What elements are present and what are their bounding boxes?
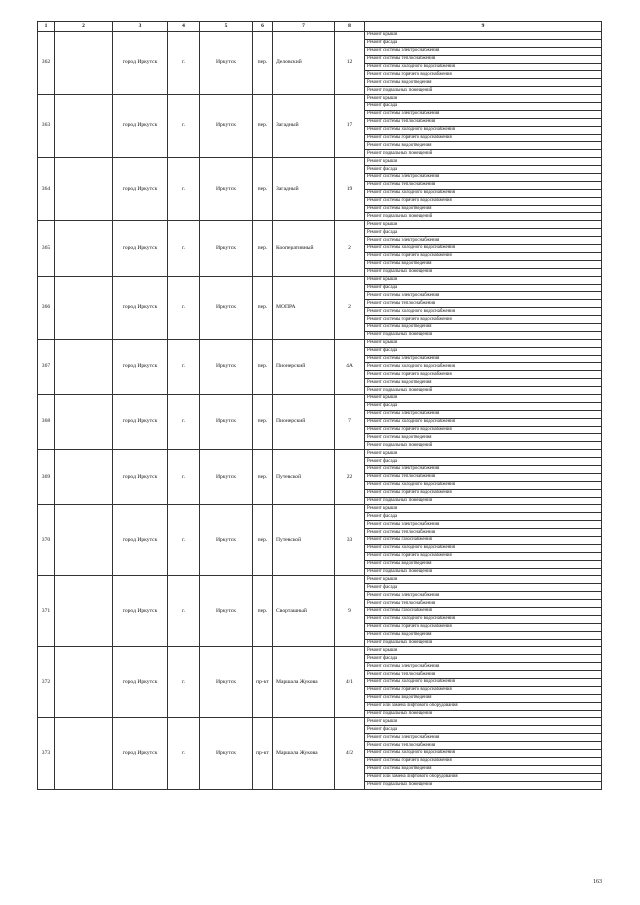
repair-work-item: Ремонт подвальных помещений xyxy=(365,442,602,450)
repair-work-item: Ремонт фасада xyxy=(365,229,602,237)
repair-work-item: Ремонт системы электроснабжения xyxy=(365,47,602,55)
repair-work-item: Ремонт системы холодного водоснабжения xyxy=(365,679,602,687)
repair-work-item: Ремонт системы водоотведения xyxy=(365,765,602,773)
repair-work-item: Ремонт фасада xyxy=(365,458,602,466)
repair-work-item: Ремонт фасада xyxy=(365,584,602,592)
municipality-name: город Иркутск xyxy=(113,450,168,505)
house-number: 4/1 xyxy=(335,647,365,718)
repair-work-item: Ремонт системы газоснабжения xyxy=(365,537,602,545)
repair-work-item: Ремонт системы горячего водоснабжения xyxy=(365,426,602,434)
street-name: Путевской xyxy=(273,505,335,576)
record-number: 372 xyxy=(38,647,55,718)
record-number: 368 xyxy=(38,394,55,449)
building-row xyxy=(38,221,602,229)
repair-work-item: Ремонт системы горячего водоснабжения xyxy=(365,134,602,142)
settlement-type-abbr: г. xyxy=(168,276,200,339)
empty-cell xyxy=(55,339,113,394)
building-row xyxy=(38,394,602,402)
settlement-name: Иркутск xyxy=(200,221,253,276)
repair-work-item: Ремонт крыши xyxy=(365,718,602,726)
municipality-name: город Иркутск xyxy=(113,394,168,449)
municipality-name: город Иркутск xyxy=(113,32,168,95)
street-name: Путевской xyxy=(273,450,335,505)
building-row xyxy=(38,647,602,655)
repair-work-item: Ремонт системы водоотведения xyxy=(365,142,602,150)
repair-work-item: Ремонт или замена лифтового оборудования xyxy=(365,773,602,781)
column-header: 2 xyxy=(55,22,113,32)
column-header: 7 xyxy=(273,22,335,32)
repair-work-item: Ремонт системы холодного водоснабжения xyxy=(365,544,602,552)
repair-work-item: Ремонт системы водоотведения xyxy=(365,434,602,442)
municipality-name: город Иркутск xyxy=(113,276,168,339)
municipality-name: город Иркутск xyxy=(113,576,168,647)
page-number: 163 xyxy=(593,879,602,885)
repair-work-item: Ремонт системы водоотведения xyxy=(365,694,602,702)
municipality-name: город Иркутск xyxy=(113,158,168,221)
empty-cell xyxy=(55,647,113,718)
repair-work-item: Ремонт подвальных помещений xyxy=(365,268,602,276)
empty-cell xyxy=(55,718,113,789)
repair-work-item: Ремонт крыши xyxy=(365,32,602,40)
column-header: 3 xyxy=(113,22,168,32)
settlement-type-abbr: г. xyxy=(168,221,200,276)
municipality-name: город Иркутск xyxy=(113,221,168,276)
settlement-type-abbr: г. xyxy=(168,394,200,449)
column-header: 1 xyxy=(38,22,55,32)
street-type: пер. xyxy=(253,32,273,95)
house-number: 17 xyxy=(335,95,365,158)
repair-work-item: Ремонт системы водоотведения xyxy=(365,205,602,213)
repair-work-item: Ремонт системы горячего водоснабжения xyxy=(365,197,602,205)
repair-work-item: Ремонт подвальных помещений xyxy=(365,639,602,647)
record-number: 362 xyxy=(38,32,55,95)
settlement-name: Иркутск xyxy=(200,450,253,505)
repair-work-item: Ремонт системы теплоснабжения xyxy=(365,529,602,537)
repair-work-item: Ремонт фасада xyxy=(365,284,602,292)
repair-work-item: Ремонт системы теплоснабжения xyxy=(365,473,602,481)
repair-work-item: Ремонт системы электроснабжения xyxy=(365,174,602,182)
record-number: 369 xyxy=(38,450,55,505)
empty-cell xyxy=(55,505,113,576)
house-number: 22 xyxy=(335,450,365,505)
repair-work-item: Ремонт системы горячего водоснабжения xyxy=(365,371,602,379)
repair-work-item: Ремонт системы холодного водоснабжения xyxy=(365,481,602,489)
empty-cell xyxy=(55,576,113,647)
repair-work-item: Ремонт системы горячего водоснабжения xyxy=(365,489,602,497)
repair-work-item: Ремонт фасада xyxy=(365,726,602,734)
repair-work-item: Ремонт крыши xyxy=(365,450,602,458)
street-name: Маршала Жукова xyxy=(273,718,335,789)
settlement-type-abbr: г. xyxy=(168,32,200,95)
street-name: Маршала Жукова xyxy=(273,647,335,718)
column-header: 8 xyxy=(335,22,365,32)
repair-work-item: Ремонт системы горячего водоснабжения xyxy=(365,252,602,260)
repair-work-item: Ремонт системы горячего водоснабжения xyxy=(365,757,602,765)
building-row xyxy=(38,276,602,284)
municipality-name: город Иркутск xyxy=(113,505,168,576)
repair-register-table xyxy=(37,21,602,790)
street-type: пер. xyxy=(253,576,273,647)
repair-work-item: Ремонт системы горячего водоснабжения xyxy=(365,552,602,560)
repair-work-item: Ремонт системы электроснабжения xyxy=(365,663,602,671)
building-row xyxy=(38,32,602,40)
settlement-name: Иркутск xyxy=(200,339,253,394)
settlement-name: Иркутск xyxy=(200,647,253,718)
repair-work-item: Ремонт фасада xyxy=(365,347,602,355)
repair-work-item: Ремонт фасада xyxy=(365,103,602,111)
record-number: 364 xyxy=(38,158,55,221)
repair-work-item: Ремонт системы водоотведения xyxy=(365,323,602,331)
street-type: пер. xyxy=(253,394,273,449)
repair-work-item: Ремонт подвальных помещений xyxy=(365,781,602,789)
repair-work-item: Ремонт системы холодного водоснабжения xyxy=(365,750,602,758)
street-name: Деловский xyxy=(273,32,335,95)
record-number: 371 xyxy=(38,576,55,647)
repair-work-item: Ремонт фасада xyxy=(365,166,602,174)
repair-work-item: Ремонт фасада xyxy=(365,402,602,410)
building-row xyxy=(38,158,602,166)
street-name: МОПРА xyxy=(273,276,335,339)
house-number: 12 xyxy=(335,32,365,95)
repair-work-item: Ремонт крыши xyxy=(365,505,602,513)
column-number-header-row xyxy=(38,22,602,32)
empty-cell xyxy=(55,276,113,339)
record-number: 367 xyxy=(38,339,55,394)
settlement-type-abbr: г. xyxy=(168,647,200,718)
empty-cell xyxy=(55,32,113,95)
settlement-type-abbr: г. xyxy=(168,718,200,789)
repair-work-item: Ремонт системы теплоснабжения xyxy=(365,300,602,308)
repair-work-item: Ремонт системы теплоснабжения xyxy=(365,742,602,750)
repair-work-item: Ремонт подвальных помещений xyxy=(365,331,602,339)
street-type: пр-кт xyxy=(253,647,273,718)
repair-work-item: Ремонт системы холодного водоснабжения xyxy=(365,245,602,253)
repair-work-item: Ремонт системы теплоснабжения xyxy=(365,671,602,679)
repair-work-item: Ремонт крыши xyxy=(365,339,602,347)
street-type: пер. xyxy=(253,276,273,339)
repair-work-item: Ремонт фасада xyxy=(365,513,602,521)
repair-work-item: Ремонт системы горячего водоснабжения xyxy=(365,686,602,694)
repair-work-item: Ремонт системы электроснабжения xyxy=(365,410,602,418)
street-name: Загадный xyxy=(273,95,335,158)
column-header: 4 xyxy=(168,22,200,32)
street-type: пер. xyxy=(253,221,273,276)
repair-work-item: Ремонт подвальных помещений xyxy=(365,568,602,576)
house-number: 9 xyxy=(335,576,365,647)
settlement-type-abbr: г. xyxy=(168,95,200,158)
repair-work-item: Ремонт системы теплоснабжения xyxy=(365,55,602,63)
repair-work-item: Ремонт системы электроснабжения xyxy=(365,521,602,529)
record-number: 370 xyxy=(38,505,55,576)
empty-cell xyxy=(55,95,113,158)
repair-work-item: Ремонт системы холодного водоснабжения xyxy=(365,363,602,371)
repair-work-item: Ремонт системы водоотведения xyxy=(365,560,602,568)
house-number: 2 xyxy=(335,221,365,276)
street-type: пер. xyxy=(253,450,273,505)
repair-work-item: Ремонт системы электроснабжения xyxy=(365,592,602,600)
house-number: 7 xyxy=(335,394,365,449)
repair-work-item: Ремонт крыши xyxy=(365,221,602,229)
settlement-type-abbr: г. xyxy=(168,450,200,505)
repair-work-item: Ремонт крыши xyxy=(365,576,602,584)
empty-cell xyxy=(55,450,113,505)
house-number: 4А xyxy=(335,339,365,394)
repair-work-item: Ремонт крыши xyxy=(365,647,602,655)
settlement-name: Иркутск xyxy=(200,505,253,576)
record-number: 366 xyxy=(38,276,55,339)
repair-work-item: Ремонт подвальных помещений xyxy=(365,213,602,221)
record-number: 373 xyxy=(38,718,55,789)
building-row xyxy=(38,718,602,726)
repair-work-item: Ремонт фасада xyxy=(365,655,602,663)
settlement-name: Иркутск xyxy=(200,95,253,158)
repair-work-item: Ремонт системы горячего водоснабжения xyxy=(365,623,602,631)
repair-work-item: Ремонт системы водоотведения xyxy=(365,79,602,87)
repair-work-item: Ремонт системы горячего водоснабжения xyxy=(365,71,602,79)
repair-work-item: Ремонт системы холодного водоснабжения xyxy=(365,418,602,426)
repair-work-item: Ремонт системы холодного водоснабжения xyxy=(365,189,602,197)
empty-cell xyxy=(55,394,113,449)
municipality-name: город Иркутск xyxy=(113,95,168,158)
building-row xyxy=(38,339,602,347)
repair-work-item: Ремонт подвальных помещений xyxy=(365,497,602,505)
repair-work-item: Ремонт подвальных помещений xyxy=(365,87,602,95)
repair-work-item: Ремонт системы водоотведения xyxy=(365,631,602,639)
column-header: 5 xyxy=(200,22,253,32)
street-type: пер. xyxy=(253,158,273,221)
house-number: 4/2 xyxy=(335,718,365,789)
settlement-name: Иркутск xyxy=(200,158,253,221)
column-header: 9 xyxy=(365,22,602,32)
repair-work-item: Ремонт крыши xyxy=(365,394,602,402)
repair-work-item: Ремонт или замена лифтового оборудования xyxy=(365,702,602,710)
street-name: Пионерский xyxy=(273,394,335,449)
settlement-type-abbr: г. xyxy=(168,158,200,221)
settlement-name: Иркутск xyxy=(200,394,253,449)
house-number: 19 xyxy=(335,158,365,221)
street-type: пр-кт xyxy=(253,718,273,789)
repair-work-item: Ремонт системы теплоснабжения xyxy=(365,600,602,608)
repair-work-item: Ремонт системы электроснабжения xyxy=(365,292,602,300)
repair-work-item: Ремонт системы холодного водоснабжения xyxy=(365,63,602,71)
street-type: пер. xyxy=(253,95,273,158)
repair-work-item: Ремонт системы холодного водоснабжения xyxy=(365,308,602,316)
house-number: 2 xyxy=(335,276,365,339)
repair-work-item: Ремонт системы электроснабжения xyxy=(365,237,602,245)
settlement-type-abbr: г. xyxy=(168,339,200,394)
empty-cell xyxy=(55,221,113,276)
repair-work-item: Ремонт фасада xyxy=(365,39,602,47)
building-row xyxy=(38,450,602,458)
street-type: пер. xyxy=(253,339,273,394)
column-header: 6 xyxy=(253,22,273,32)
municipality-name: город Иркутск xyxy=(113,718,168,789)
repair-work-item: Ремонт подвальных помещений xyxy=(365,150,602,158)
street-name: Загадный xyxy=(273,158,335,221)
repair-work-item: Ремонт системы холодного водоснабжения xyxy=(365,126,602,134)
repair-work-item: Ремонт системы электроснабжения xyxy=(365,465,602,473)
building-row xyxy=(38,505,602,513)
settlement-name: Иркутск xyxy=(200,32,253,95)
record-number: 365 xyxy=(38,221,55,276)
record-number: 363 xyxy=(38,95,55,158)
street-name: Сворташный xyxy=(273,576,335,647)
repair-work-item: Ремонт системы электроснабжения xyxy=(365,355,602,363)
table-body xyxy=(38,22,602,790)
repair-work-item: Ремонт системы электроснабжения xyxy=(365,734,602,742)
repair-work-item: Ремонт системы горячего водоснабжения xyxy=(365,316,602,324)
municipality-name: город Иркутск xyxy=(113,647,168,718)
street-name: Кооперативный xyxy=(273,221,335,276)
repair-work-item: Ремонт крыши xyxy=(365,95,602,103)
repair-work-item: Ремонт подвальных помещений xyxy=(365,387,602,395)
settlement-type-abbr: г. xyxy=(168,505,200,576)
repair-work-item: Ремонт системы газоснабжения xyxy=(365,608,602,616)
street-name: Пионерский xyxy=(273,339,335,394)
settlement-name: Иркутск xyxy=(200,718,253,789)
repair-work-item: Ремонт крыши xyxy=(365,276,602,284)
repair-work-item: Ремонт системы водоотведения xyxy=(365,379,602,387)
settlement-name: Иркутск xyxy=(200,276,253,339)
settlement-type-abbr: г. xyxy=(168,576,200,647)
repair-work-item: Ремонт системы водоотведения xyxy=(365,260,602,268)
building-row xyxy=(38,576,602,584)
repair-work-item: Ремонт подвальных помещений xyxy=(365,710,602,718)
municipality-name: город Иркутск xyxy=(113,339,168,394)
empty-cell xyxy=(55,158,113,221)
repair-work-item: Ремонт крыши xyxy=(365,158,602,166)
house-number: 33 xyxy=(335,505,365,576)
repair-work-item: Ремонт системы теплоснабжения xyxy=(365,181,602,189)
repair-work-item: Ремонт системы электроснабжения xyxy=(365,110,602,118)
building-row xyxy=(38,95,602,103)
settlement-name: Иркутск xyxy=(200,576,253,647)
street-type: пер. xyxy=(253,505,273,576)
repair-work-item: Ремонт системы холодного водоснабжения xyxy=(365,615,602,623)
repair-work-item: Ремонт системы теплоснабжения xyxy=(365,118,602,126)
